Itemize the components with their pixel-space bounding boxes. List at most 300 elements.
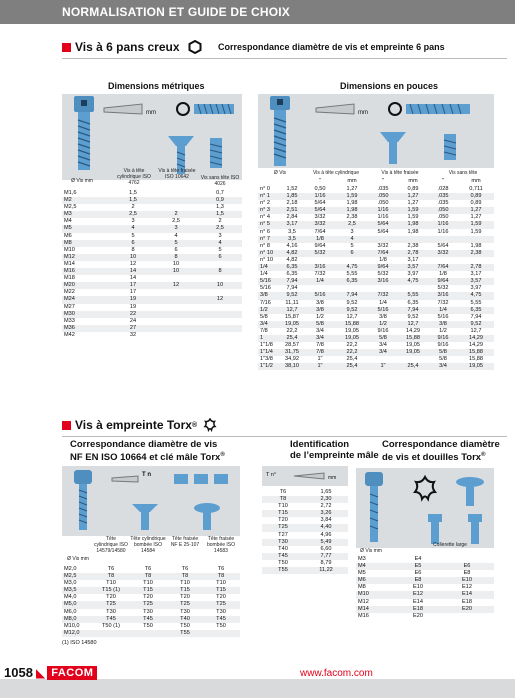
svg-text:mm: mm	[358, 110, 368, 116]
torx-box1-col-header: Tête cylindrique bombée ISO 14584	[130, 536, 166, 554]
table-cell: 3/8	[316, 299, 324, 306]
table-cell: M16	[62, 268, 112, 275]
table-cell: 1/2	[316, 313, 324, 320]
table-row	[356, 591, 494, 598]
table-cell: T50	[180, 622, 190, 629]
table-cell: 3,26	[304, 510, 348, 517]
table-cell: 3/4	[379, 342, 387, 349]
table-cell: 7/8	[260, 327, 268, 334]
table-row	[62, 254, 242, 261]
table-cell: 17	[129, 289, 137, 296]
table-cell: 3/32	[377, 242, 389, 249]
table-cell	[198, 289, 242, 296]
table-row	[62, 311, 242, 318]
table-cell: 27	[112, 325, 154, 332]
reg-mark: ®	[191, 421, 198, 429]
table-cell	[304, 285, 336, 292]
torx-cap-screw-icon	[360, 472, 388, 546]
table-cell: 28,57	[285, 342, 299, 349]
table-cell	[398, 356, 428, 363]
table-row	[258, 285, 494, 292]
table-cell: 5/64	[377, 228, 389, 235]
table-cell: T45	[128, 616, 168, 623]
unit-label: mm	[328, 475, 337, 481]
table-cell	[304, 257, 336, 264]
table-row	[258, 214, 494, 221]
red-square-icon	[62, 43, 71, 52]
table-cell: 5	[350, 242, 354, 249]
torx-box3-col-header: Ø Vis mm	[360, 548, 382, 554]
table-cell: 1,5	[129, 190, 137, 196]
table-cell	[428, 236, 458, 243]
table-cell: 5/16	[304, 292, 336, 299]
table-cell: 7,94	[470, 313, 482, 320]
hex-section-title	[62, 40, 202, 54]
table-cell: 6,35	[280, 264, 304, 271]
table-row	[258, 250, 494, 257]
torx-title-text: Vis à empreinte Torx	[75, 418, 192, 432]
table-cell: 1"1/4	[258, 349, 280, 356]
table-cell: M14	[356, 606, 396, 613]
table-cell	[368, 285, 398, 292]
table-row	[62, 275, 242, 282]
table-row	[62, 594, 240, 601]
table-cell: 12	[198, 296, 242, 303]
table-cell: 10	[154, 268, 198, 275]
reg-mark: ®	[481, 452, 486, 458]
table-cell: 9/64	[368, 264, 398, 271]
table-cell	[154, 296, 198, 303]
table-cell: 5,49	[304, 539, 348, 546]
table-row	[258, 186, 494, 193]
table-cell: 1,59	[470, 228, 482, 235]
table-cell: 1,59	[398, 207, 428, 214]
table-cell: 1/16	[437, 228, 449, 235]
table-cell: T8	[262, 496, 304, 503]
table-cell: M2,5	[64, 204, 77, 211]
table-cell: T50	[216, 622, 226, 629]
set-screw-icon	[386, 100, 486, 118]
table-cell: 6	[174, 246, 178, 253]
table-cell: M18	[64, 275, 75, 282]
table-cell: 9/64	[428, 278, 458, 285]
table-cell: T10	[106, 580, 116, 587]
table-row	[258, 221, 494, 228]
table-cell: 4,40	[304, 524, 348, 531]
table-cell: 25,4	[280, 335, 304, 342]
table-cell	[154, 204, 198, 211]
table-row	[356, 606, 494, 613]
table-cell: E6	[440, 563, 494, 570]
table-cell: E5	[396, 563, 440, 570]
table-cell: M5	[358, 570, 366, 577]
table-cell: 19,05	[406, 342, 420, 349]
table-cell: 11,22	[304, 567, 348, 574]
table-cell: 1,65	[320, 489, 332, 495]
table-cell: 1/2	[439, 327, 447, 334]
table-cell: 1/4	[428, 307, 458, 314]
table-cell: M10,0	[64, 622, 80, 629]
table-cell: T20	[180, 594, 190, 601]
torx-box3-col-header: Collerette large	[433, 542, 467, 548]
table-cell: 2,38	[458, 250, 494, 257]
table-row	[262, 524, 348, 531]
table-row	[258, 236, 494, 243]
table-cell: T25	[128, 601, 168, 608]
table-cell: 15,88	[469, 356, 483, 363]
table-cell: 1"	[304, 363, 336, 370]
table-cell: 9/16	[437, 342, 449, 349]
table-cell: 7/8	[316, 342, 324, 349]
table-cell: 22,2	[346, 342, 358, 349]
table-cell: 3/8	[258, 292, 280, 299]
hex-key-icon	[102, 98, 162, 122]
table-row	[62, 587, 240, 594]
table-cell: 9,52	[458, 321, 494, 328]
set-screw-icon	[174, 100, 238, 118]
table-cell: 1/4	[379, 299, 387, 306]
table-cell: 6,35	[286, 271, 298, 278]
torx-box3-title	[382, 439, 500, 463]
table-cell: 3,84	[320, 517, 332, 524]
table-cell: 1/4	[304, 278, 336, 285]
table-cell: 3,5	[280, 236, 304, 243]
table-cell: 24	[129, 317, 137, 324]
table-cell: T30	[106, 608, 116, 615]
torx-box1-col-header: Ø Vis mm	[67, 556, 89, 562]
table-cell: 1"	[368, 363, 398, 370]
units-row	[258, 178, 494, 185]
torx-cap-screw-icon	[68, 470, 98, 534]
bottom-bar	[0, 679, 515, 698]
table-cell: T20	[106, 594, 116, 601]
table-cell: 5,55	[346, 271, 358, 278]
table-cell: 14,29	[469, 342, 483, 349]
table-cell: M2,0	[64, 566, 77, 572]
table-cell: 12	[129, 260, 137, 267]
table-cell: M12	[62, 254, 112, 261]
table-cell: 22,2	[286, 327, 298, 334]
table-cell	[154, 289, 198, 296]
table-cell: 3	[154, 225, 198, 232]
table-cell: 3,17	[280, 221, 304, 228]
table-cell: 19,05	[336, 335, 368, 342]
table-cell: .050	[377, 200, 389, 207]
logo-text: FACOM	[47, 666, 97, 680]
table-cell: 6,35	[458, 307, 494, 314]
page-number: 1058	[4, 665, 33, 680]
table-cell: 19	[129, 303, 137, 310]
hex-title-text: Vis à 6 pans creux	[75, 40, 180, 54]
website-link[interactable]: www.facom.com	[300, 668, 373, 679]
table-cell: 12,7	[470, 327, 482, 334]
table-cell: 5/32	[304, 250, 336, 257]
table-cell: 9/16	[428, 335, 458, 342]
table-cell: T20	[216, 594, 226, 601]
table-cell: 4,75	[336, 264, 368, 271]
table-cell: 5/8	[304, 321, 336, 328]
table-row	[62, 332, 242, 339]
table-cell: 1/4	[260, 271, 268, 278]
table-cell: 3/32	[304, 221, 336, 228]
grub-screw-icon	[440, 132, 460, 166]
table-cell: M22	[64, 289, 75, 296]
table-cell: T15	[262, 510, 304, 517]
torx-box3-image-panel	[356, 468, 494, 548]
metric-title: Dimensions métriques	[108, 81, 205, 91]
table-cell: M24	[62, 296, 112, 303]
table-cell: 1/2	[368, 321, 398, 328]
table-cell: 1,27	[407, 200, 419, 207]
table-cell: M4	[64, 218, 72, 225]
table-cell: M27	[64, 303, 75, 310]
table-cell: 3/4	[316, 327, 324, 334]
table-cell: n° 1	[258, 193, 280, 200]
table-cell: M5,0	[62, 601, 94, 608]
table-cell: 15,87	[285, 313, 299, 320]
divider	[62, 58, 507, 59]
table-cell: 2,38	[407, 242, 419, 249]
table-cell: 4,75	[398, 278, 428, 285]
table-cell: 3/16	[428, 292, 458, 299]
table-cell: T8	[202, 573, 240, 580]
table-row	[258, 363, 494, 370]
table-cell: 3/8	[428, 321, 458, 328]
table-cell: 7,94	[286, 285, 298, 292]
table-row	[62, 211, 242, 218]
table-cell	[154, 190, 198, 197]
torx-box2-title-line2: de l’empreinte mâle	[290, 450, 379, 461]
table-cell: 1,3	[216, 204, 224, 211]
table-cell: .035	[428, 193, 458, 200]
table-cell: M6	[356, 577, 396, 584]
table-cell: M33	[64, 317, 75, 324]
metric-table	[62, 190, 242, 339]
table-cell: T10	[278, 503, 288, 510]
torx-box1-title	[70, 439, 225, 463]
table-cell: 4	[336, 236, 368, 243]
table-cell: T6	[107, 566, 115, 572]
table-row	[262, 560, 348, 567]
table-cell: 1,98	[336, 207, 368, 214]
table-row	[62, 601, 240, 608]
table-cell	[128, 630, 168, 637]
table-cell: 5/32	[437, 285, 449, 292]
table-cell: 2,51	[280, 207, 304, 214]
table-cell: E12	[462, 584, 472, 591]
table-cell	[202, 630, 240, 637]
table-cell: 2,78	[458, 264, 494, 271]
table-cell: n° 0	[260, 186, 271, 192]
table-cell: T50	[143, 622, 153, 629]
table-cell: M20	[62, 282, 112, 289]
table-cell: 19,05	[345, 327, 359, 334]
table-cell: 14	[129, 275, 137, 282]
table-cell: M16	[358, 612, 369, 619]
table-cell: 3	[350, 228, 354, 235]
table-cell: E14	[440, 591, 494, 598]
table-row	[62, 218, 242, 225]
table-cell: n° 3	[258, 207, 280, 214]
table-cell: T10	[180, 580, 190, 587]
metric-col-header: Vis à tête fraisée ISO 10642	[158, 168, 196, 180]
table-cell: 3/8	[379, 313, 387, 320]
table-cell: 3/16	[304, 264, 336, 271]
table-cell: 19	[112, 296, 154, 303]
table-row	[258, 264, 494, 271]
table-row	[258, 356, 494, 363]
table-cell: 1,59	[458, 221, 494, 228]
table-cell: 7,94	[280, 278, 304, 285]
table-row	[62, 268, 242, 275]
table-cell: T25	[202, 601, 240, 608]
table-cell: 2,38	[346, 214, 358, 221]
torx-box2-table	[262, 489, 348, 574]
table-cell: 5/32	[377, 271, 389, 278]
unit-cell: "	[319, 178, 321, 184]
table-cell: 7,77	[304, 553, 348, 560]
table-cell: 1"3/8	[260, 356, 273, 363]
divider	[62, 436, 507, 437]
torx-box2-title	[290, 439, 379, 461]
table-row	[258, 229, 494, 236]
unit-cell: mm	[471, 178, 481, 184]
table-row	[62, 261, 242, 268]
table-cell: n° 2	[260, 200, 271, 207]
table-cell: E10	[440, 577, 494, 584]
table-cell: T55	[168, 630, 202, 637]
table-cell	[398, 285, 428, 292]
table-cell: 1/8	[439, 271, 447, 278]
table-cell: 0,89	[458, 193, 494, 200]
table-row	[258, 257, 494, 264]
table-cell: 19,05	[280, 321, 304, 328]
table-cell: 2,18	[286, 200, 298, 207]
table-cell: 6	[198, 254, 242, 261]
table-cell: E8	[463, 570, 471, 577]
table-cell: 1,98	[398, 221, 428, 228]
table-cell: 6,35	[407, 299, 419, 306]
table-cell: 3/8	[304, 307, 336, 314]
table-row	[262, 567, 348, 574]
table-row	[258, 321, 494, 328]
table-cell: 3/4	[428, 363, 458, 370]
table-cell: T30	[180, 608, 190, 615]
table-cell	[428, 257, 458, 264]
table-cell: 32	[129, 331, 137, 338]
table-cell: M8,0	[62, 616, 94, 623]
table-cell: 7/16	[260, 299, 271, 306]
table-cell: T6	[217, 566, 225, 572]
imperial-col-header: Ø Vis	[273, 170, 287, 176]
table-row	[62, 325, 242, 332]
table-row	[62, 197, 242, 204]
table-cell: 3/4	[368, 349, 398, 356]
table-cell: T6	[181, 566, 189, 572]
table-cell: T50	[278, 559, 288, 566]
table-cell: 34,92	[285, 356, 299, 363]
table-cell: n° 5	[258, 221, 280, 228]
table-cell: 2,5	[198, 225, 242, 232]
table-cell: M3	[62, 211, 112, 218]
torx-section-title	[62, 418, 217, 432]
table-row	[258, 200, 494, 207]
table-cell	[198, 311, 242, 318]
table-cell: 5/64	[368, 221, 398, 228]
table-cell: 9,52	[346, 299, 358, 306]
table-cell: 31,75	[280, 349, 304, 356]
table-cell	[198, 318, 242, 325]
table-cell: 5/16	[437, 313, 449, 320]
table-cell: T6	[279, 489, 287, 495]
table-row	[62, 609, 240, 616]
table-cell: M4,0	[64, 594, 77, 601]
table-cell: 38,10	[280, 363, 304, 370]
table-cell: 17	[112, 282, 154, 289]
table-cell: 1,5	[198, 211, 242, 218]
table-cell: T40	[168, 616, 202, 623]
table-row	[258, 307, 494, 314]
table-cell: T25	[168, 601, 202, 608]
table-cell: 1,85	[280, 193, 304, 200]
table-cell: 5/16	[368, 307, 398, 314]
imperial-image-panel	[258, 94, 494, 168]
metric-col-header: Vis sans tête ISO 4026	[200, 175, 240, 187]
table-cell: 3,17	[407, 256, 419, 263]
table-cell: 1,52	[286, 186, 298, 192]
table-cell: E8	[396, 577, 440, 584]
table-cell: M2,5	[62, 573, 94, 580]
table-cell: n° 4	[260, 214, 271, 221]
table-row	[62, 247, 242, 254]
table-cell: 12,7	[346, 313, 358, 320]
table-cell	[458, 236, 494, 243]
footnote: (1) ISO 14580	[62, 640, 97, 646]
table-cell: 4,82	[280, 250, 304, 257]
table-row	[258, 335, 494, 342]
table-cell: 1,98	[470, 242, 482, 249]
table-cell	[154, 275, 198, 282]
table-row	[258, 243, 494, 250]
torx-box3-title-line1: Correspondance diamètre	[382, 439, 500, 450]
table-cell: 8	[198, 268, 242, 275]
table-row	[62, 190, 242, 197]
table-row	[262, 510, 348, 517]
table-cell: 1,59	[407, 214, 419, 221]
table-row	[62, 580, 240, 587]
table-row	[356, 556, 494, 563]
table-cell: M14	[64, 260, 75, 267]
table-row	[258, 349, 494, 356]
table-cell: 2,5	[172, 218, 180, 225]
table-cell: 3	[218, 232, 222, 239]
table-cell: T8	[168, 573, 202, 580]
imperial-units-row	[258, 178, 494, 185]
table-cell: .035	[437, 200, 449, 207]
table-cell: 2	[218, 218, 222, 225]
table-row	[62, 240, 242, 247]
table-cell: 12	[154, 282, 198, 289]
imperial-table	[258, 186, 494, 370]
table-cell: T20	[143, 594, 153, 601]
unit-cell: mm	[408, 178, 418, 184]
table-cell: E18	[396, 606, 440, 613]
table-cell: 2,84	[286, 214, 298, 221]
table-cell: 10	[198, 282, 242, 289]
table-cell	[258, 178, 304, 185]
table-row	[258, 292, 494, 299]
table-row	[262, 539, 348, 546]
